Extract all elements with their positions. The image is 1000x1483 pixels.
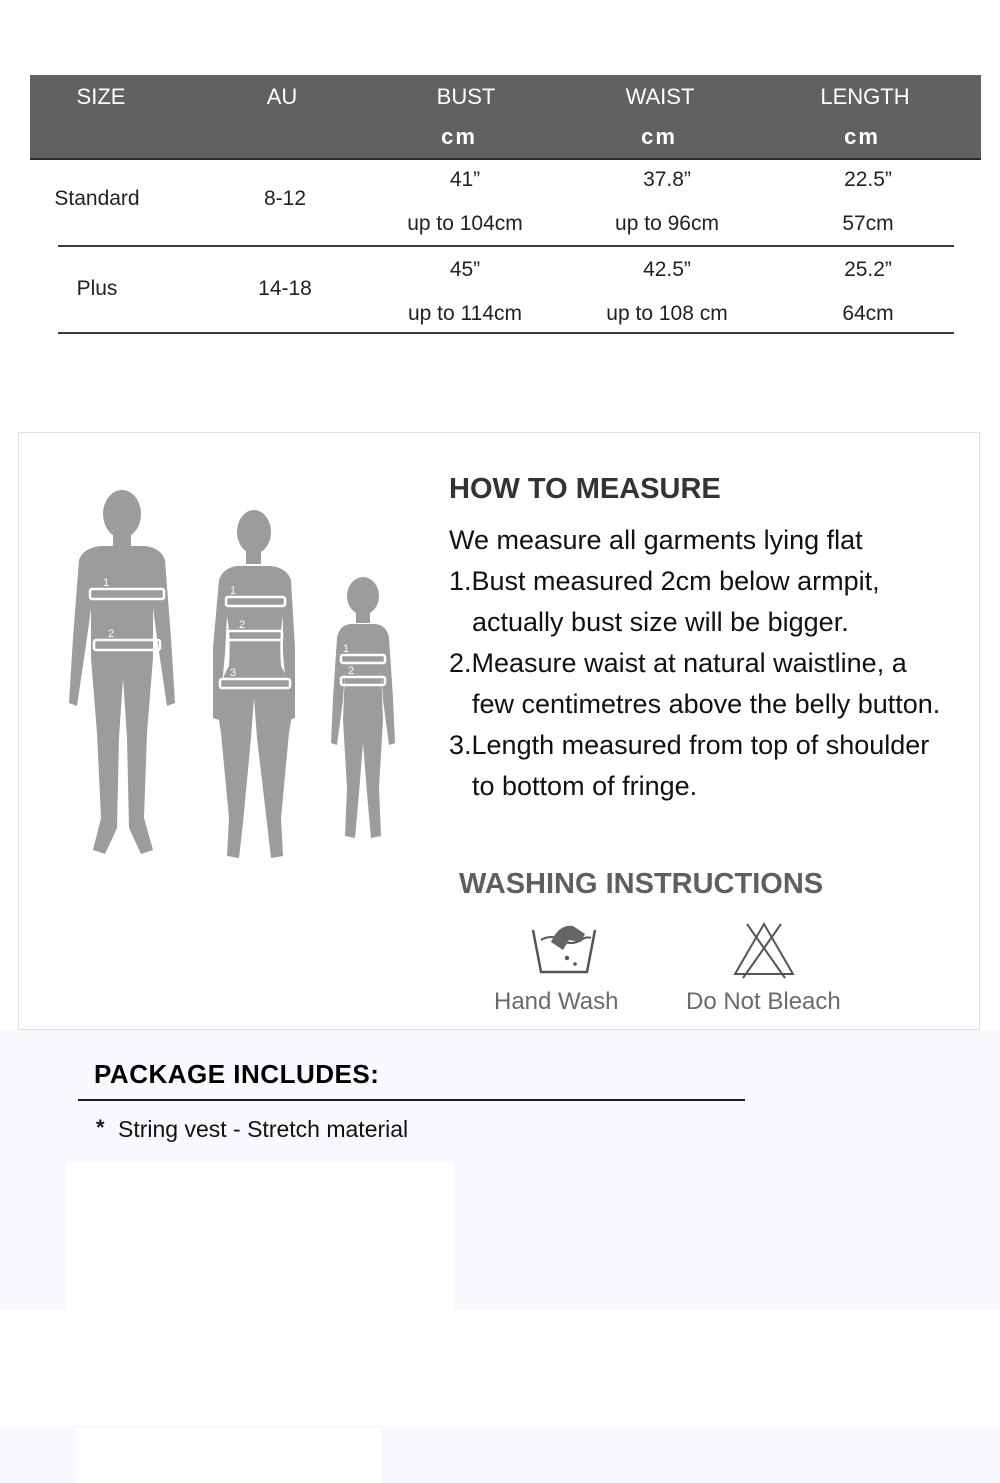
header-bust-unit: cm	[441, 124, 477, 149]
figure-mark: 2	[348, 665, 355, 677]
header-length: LENGTH	[820, 84, 910, 109]
measure-line: 2.Measure waist at natural waistline, a	[449, 648, 907, 678]
woman-figure	[213, 510, 295, 858]
row-bust-cm: up to 104cm	[407, 212, 523, 235]
bullet-mark: *	[96, 1115, 105, 1140]
no-bleach-icon	[731, 920, 797, 980]
row-length: 25.2”	[844, 258, 892, 281]
hand-wash-icon	[529, 920, 601, 978]
body-figures-illustration	[49, 488, 409, 888]
how-to-measure-title: HOW TO MEASURE	[449, 473, 721, 505]
row-size: Plus	[76, 277, 118, 300]
blank-area-bottom	[76, 1428, 381, 1483]
child-figure	[331, 577, 395, 838]
row-length: 22.5”	[844, 168, 892, 191]
row-bust: 45”	[449, 258, 481, 281]
measure-line: few centimetres above the belly button.	[472, 689, 941, 719]
figure-mark: 3	[230, 667, 237, 679]
header-length-unit: cm	[844, 124, 880, 149]
row-bust-cm: up to 114cm	[407, 302, 522, 325]
man-figure	[69, 490, 175, 854]
row-au: 8-12	[263, 187, 307, 210]
size-table-header	[30, 75, 981, 159]
package-rule	[78, 1099, 745, 1101]
header-waist-unit: cm	[641, 124, 677, 149]
measure-panel	[18, 432, 980, 1030]
package-item: String vest - Stretch material	[118, 1116, 409, 1142]
figure-mark: 2	[108, 628, 115, 640]
no-bleach-label: Do Not Bleach	[686, 988, 841, 1015]
row-size: Standard	[54, 187, 140, 210]
header-size: SIZE	[76, 84, 126, 109]
package-title: PACKAGE INCLUDES:	[94, 1059, 380, 1089]
hand-wash-label: Hand Wash	[494, 988, 619, 1015]
blank-area	[66, 1162, 454, 1310]
measure-line: 3.Length measured from top of shoulder	[449, 730, 930, 760]
row-divider	[58, 332, 954, 334]
washing-instructions-title: WASHING INSTRUCTIONS	[459, 868, 824, 900]
row-waist-cm: up to 96cm	[615, 212, 719, 235]
row-waist: 37.8”	[643, 168, 691, 191]
measure-line: We measure all garments lying flat	[449, 525, 863, 555]
row-au: 14-18	[258, 277, 312, 300]
row-bust: 41”	[449, 168, 481, 191]
measure-line: to bottom of fringe.	[472, 771, 698, 801]
header-bottom-rule	[30, 158, 981, 160]
row-waist: 42.5”	[643, 258, 691, 281]
figure-mark: 1	[230, 585, 237, 597]
figure-mark: 1	[103, 577, 110, 589]
row-divider	[58, 245, 954, 247]
row-waist-cm: up to 108 cm	[606, 302, 728, 325]
measure-line: actually bust size will be bigger.	[472, 607, 849, 637]
figure-mark: 2	[239, 619, 246, 631]
header-waist: WAIST	[625, 84, 695, 109]
header-bust: BUST	[436, 84, 496, 109]
measure-line: 1.Bust measured 2cm below armpit,	[449, 566, 880, 596]
header-au: AU	[266, 84, 298, 109]
figure-mark: 1	[343, 643, 350, 655]
row-length-cm: 57cm	[842, 212, 894, 235]
row-length-cm: 64cm	[842, 302, 894, 325]
